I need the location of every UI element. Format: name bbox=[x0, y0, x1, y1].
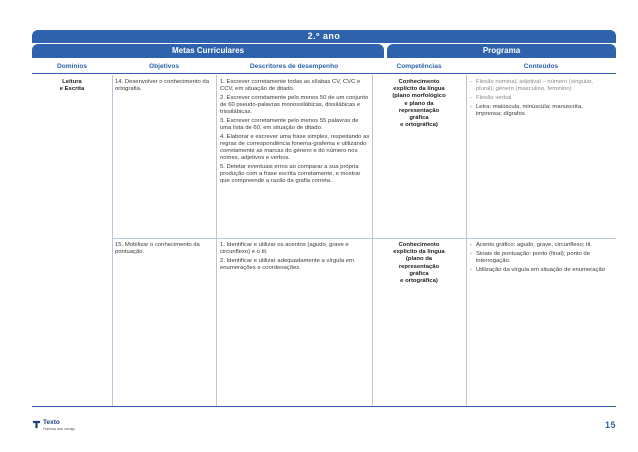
row2-objetivo: 15. Mobilizar o conhecimento da pontuação. bbox=[115, 242, 200, 256]
row2-conteudos bbox=[470, 242, 610, 276]
row2-competencias: Conhecimento explícito da língua (plano da representação gráfica e ortográfica) bbox=[393, 242, 445, 285]
list-item: - Acento gráfico: agudo, grave, circunflexo; til. bbox=[470, 242, 610, 249]
row1-descritores: 1. Escrever corretamente todas as sílabas CV, CVC e CCV, em situação de ditado. 2. Escrever corretamente pelo menos 50 de um conjunto de 60 pseudo-palavras monossilábicas, dissilábicas e trissilábicas. 3. Escrever corretamente pelo menos 55 palavras de uma lista de 60, em situação de ditado. 4. Elaborar e escrever uma frase simples, respeitando as regras de correspondência fonema-grafema e utilizando corretamente as marcas do género e do número nos nomes, adjetivos e verbos. 5. Detetar eventuais erros ao comparar a sua própria produção com a frase escrita corretamente, e mostrar que compreende a razão da grafia correta. bbox=[220, 79, 370, 185]
logo-name: Texto bbox=[43, 419, 60, 426]
column-divider bbox=[372, 75, 373, 407]
logo-tagline: Fazemos tudo consigo bbox=[43, 427, 76, 431]
header-dominios: Domínios bbox=[56, 63, 88, 70]
year-banner: 2.º ano bbox=[32, 30, 616, 43]
list-item: - Sinais de pontuação: ponto (final); ponto de interrogação. bbox=[470, 251, 610, 265]
column-divider bbox=[112, 75, 113, 407]
row-divider bbox=[112, 238, 616, 239]
column-divider bbox=[216, 75, 217, 407]
page-number: 15 bbox=[604, 420, 616, 430]
list-item: - Flexão nominal, adjetival – número (singular, plural); género (masculino, feminino) bbox=[470, 79, 610, 93]
header-competencias: Competências bbox=[396, 63, 442, 70]
row1-competencias: Conhecimento explícito da língua (plano morfológico e plano da representação gráfica e ortográfica) bbox=[392, 79, 446, 129]
texto-logo-icon bbox=[32, 420, 41, 429]
header-objetivos: Objetivos bbox=[148, 63, 180, 70]
metas-curriculares-banner: Metas Curriculares bbox=[32, 44, 384, 58]
table-bottom-border bbox=[32, 406, 616, 407]
table-header bbox=[32, 60, 616, 74]
row2-descritores: 1. Identificar e utilizar os acentos (agudo, grave e circunflexo) e o til. 2. Identificar e utilizar adequadamente a vírgula em enumerações e coordenações. bbox=[220, 242, 354, 271]
row1-objetivo: 14. Desenvolver o conhecimento da ortografia. bbox=[115, 79, 209, 93]
row1-conteudos bbox=[470, 79, 610, 120]
list-item: - Flexão verbal bbox=[470, 95, 610, 102]
row1-dominio: Leitura e Escrita bbox=[59, 79, 85, 93]
column-divider bbox=[466, 75, 467, 407]
header-conteudos: Conteúdos bbox=[523, 63, 559, 70]
header-descritores: Descritores de desempenho bbox=[249, 63, 339, 70]
programa-banner: Programa bbox=[387, 44, 616, 58]
list-item: - Utilização da vírgula em situação de enumeração bbox=[470, 267, 610, 274]
list-item: - Letra: maiúscula, minúscula; manuscrita, imprensa; dígrafos bbox=[470, 104, 610, 118]
